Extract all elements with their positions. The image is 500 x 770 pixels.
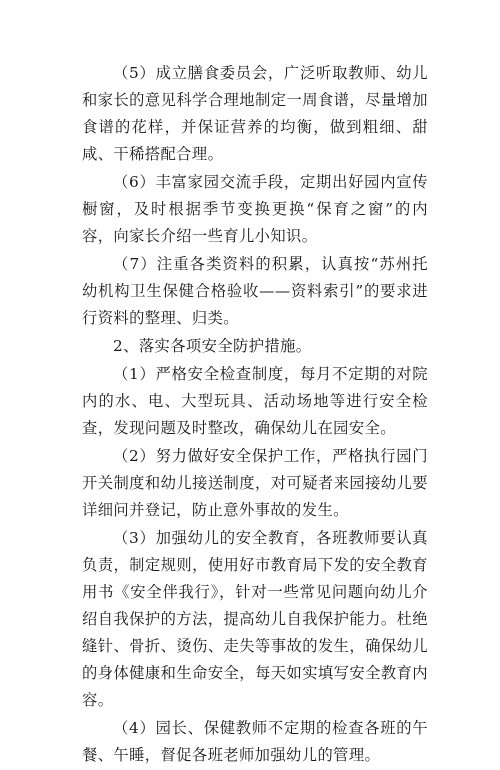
- document-body: [82, 60, 428, 770]
- section-heading-safety-measures: 2、落实各项安全防护措施。: [113, 337, 312, 355]
- paragraph-safety-protection: （2）努力做好安全保护工作，严格执行园门开关制度和幼儿接送制度，对可疑者来园接幼儿要详细问并登记，防止意外事故的发生。: [82, 447, 428, 519]
- paragraph-diet-committee: （5）成立膳食委员会，广泛听取教师、幼儿和家长的意见科学合理地制定一周食谱，尽量增加食谱的花样，并保证营养的均衡，做到粗细、甜咸、干稀搭配合理。: [82, 64, 428, 163]
- paragraph-records-archiving: （7）注重各类资料的积累，认真按“苏州托幼机构卫生保健合格验收——资料索引”的要求进行资料的整理、归类。: [82, 255, 428, 327]
- paragraph-home-school-communication: （6）丰富家园交流手段，定期出好园内宣传橱窗，及时根据季节变换更换“保育之窗”的内容，向家长介绍一些育儿小知识。: [82, 173, 428, 245]
- paragraph-supervision: （4）园长、保健教师不定期的检查各班的午餐、午睡，督促各班老师加强幼儿的管理。: [82, 719, 428, 764]
- paragraph-safety-education: （3）加强幼儿的安全教育，各班教师要认真负责，制定规则，使用好市教育局下发的安全教育用书《安全伴我行》，针对一些常见问题向幼儿介绍自我保护的方法，提高幼儿自我保护能力。杜绝缝针、骨折、烫伤、走失等事故的发生，确保幼儿的身体健康和生命安全，每天如实填写安全教育内容。: [82, 529, 428, 709]
- paragraph-safety-inspection: （1）严格安全检查制度，每月不定期的对院内的水、电、大型玩具、活动场地等进行安全检查，发现问题及时整改，确保幼儿在园安全。: [82, 365, 428, 437]
